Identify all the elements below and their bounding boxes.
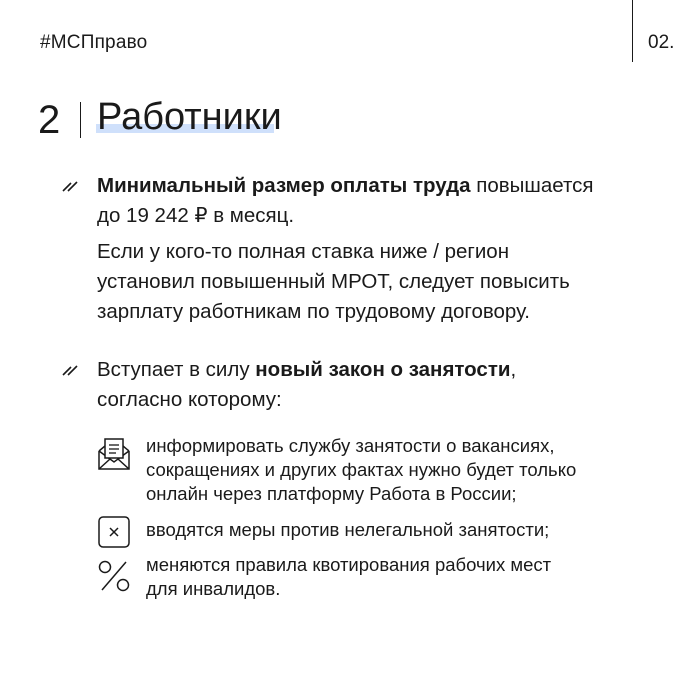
note-line: зарплату работникам по трудовому договору.	[97, 300, 530, 323]
sub-line: сокращениях и других фактах нужно будет только	[146, 459, 577, 480]
page-number: 02.	[648, 32, 675, 53]
sub-line: онлайн через платформу Работа в России;	[146, 483, 517, 504]
header-divider	[632, 0, 633, 62]
item-1-line2: до 19 242 ₽ в месяц.	[97, 204, 295, 227]
section-title: Работники	[97, 96, 282, 138]
close-box-icon	[96, 514, 132, 550]
sub-line: информировать службу занятости о вакансиях,	[146, 435, 555, 456]
sub-line: для инвалидов.	[146, 578, 281, 599]
hashtag: #МСПправо	[40, 32, 148, 53]
item-1-bold: Минимальный размер оплаты труда	[97, 174, 471, 197]
item-1-text	[97, 171, 657, 231]
item-2-after: ,	[510, 358, 517, 381]
percent-icon	[96, 558, 132, 594]
sub-item-1-text	[146, 434, 666, 506]
double-slash-icon	[62, 178, 78, 192]
note-line: Если у кого-то полная ставка ниже / регион	[97, 240, 510, 263]
item-1-rest: повышается	[470, 174, 594, 197]
sub-line: меняются правила квотирования рабочих мест	[146, 554, 552, 575]
note-line: установил повышенный МРОТ, следует повысить	[97, 270, 570, 293]
sub-item-2-text	[146, 518, 666, 542]
envelope-document-icon	[96, 436, 132, 472]
sub-item-3-text	[146, 553, 666, 601]
item-2-line2: согласно которому:	[97, 388, 282, 411]
section-number: 2	[38, 98, 61, 142]
item-2-text	[97, 355, 657, 415]
item-2-bold: новый закон о занятости	[255, 358, 511, 381]
sub-line: вводятся меры против нелегальной занятости;	[146, 519, 550, 540]
item-1-note	[97, 237, 657, 327]
section-separator	[80, 102, 81, 138]
item-2-before: Вступает в силу	[97, 358, 256, 381]
double-slash-icon	[62, 362, 78, 376]
